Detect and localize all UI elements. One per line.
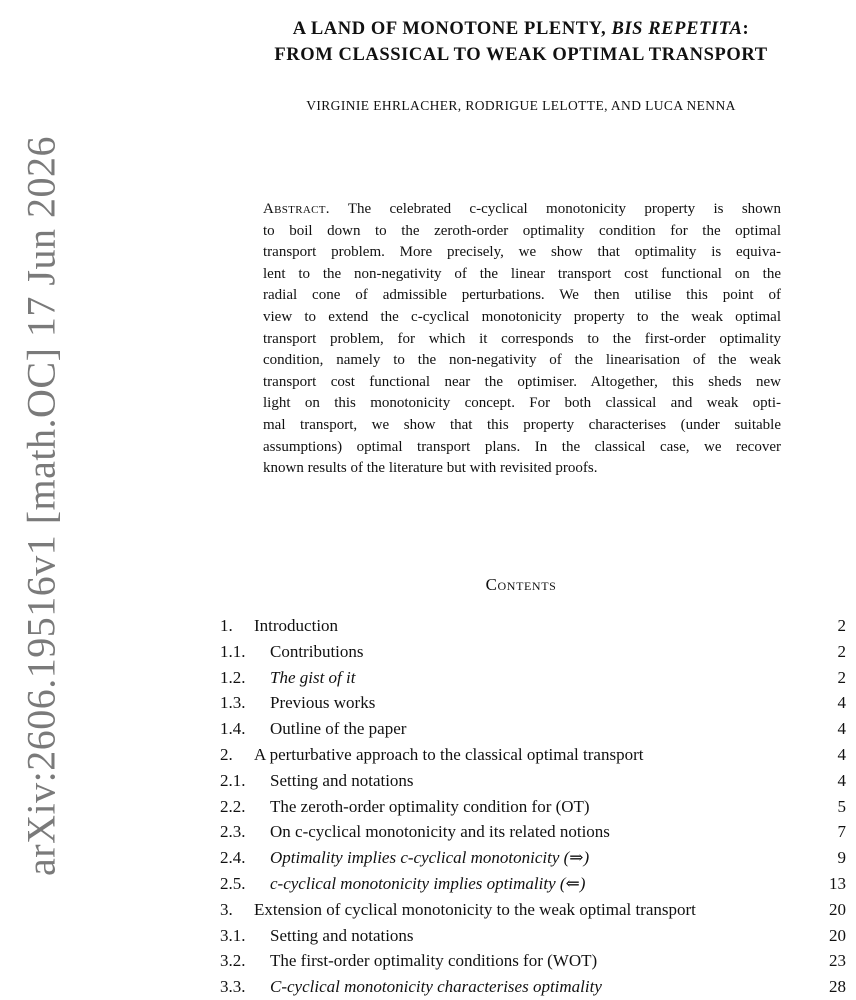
abstract-line: radial cone of admissible perturbations. We then utilise this point of — [263, 287, 781, 304]
abstract-line: assumptions) optimal transport plans. In the classical case, we recover — [263, 438, 781, 455]
abstract-line: mal transport, we show that this property characterises (under suitable — [263, 416, 781, 433]
toc-entry[interactable] — [220, 974, 846, 1000]
toc-entry[interactable] — [220, 613, 846, 639]
toc-entry[interactable] — [220, 897, 846, 923]
toc-entry-page: 4 — [837, 693, 846, 713]
toc-entry-page: 5 — [837, 796, 846, 816]
toc-entry[interactable] — [220, 665, 846, 691]
abstract-line: transport problem, for which it corresponds to the first-order optimality — [263, 330, 781, 347]
abstract-line: view to extend the c-cyclical monotonicity property to the weak optimal — [263, 308, 781, 325]
abstract-line: light on this monotonicity concept. For both classical and weak opti- — [263, 395, 781, 412]
toc-entry[interactable] — [220, 923, 846, 949]
toc-entry-number: 1.3. — [220, 693, 246, 713]
abstract-line: transport cost functional near the optimiser. Altogether, this sheds new — [263, 373, 781, 390]
toc-entry-title: A perturbative approach to the classical optimal transport — [254, 744, 644, 764]
abstract — [263, 199, 781, 480]
toc-entry-title: Optimality implies c-cyclical monotonicity (⇒) — [270, 848, 590, 868]
toc-entry[interactable] — [220, 794, 846, 820]
toc-entry-title: Extension of cyclical monotonicity to the weak optimal transport — [254, 899, 696, 919]
authors: VIRGINIE EHRLACHER, RODRIGUE LELOTTE, AND LUCA NENNA — [306, 98, 736, 113]
toc-entry-page: 2 — [837, 641, 846, 661]
toc-entry-page: 7 — [837, 822, 846, 842]
toc-entry-title: Introduction — [254, 616, 339, 635]
toc-entry[interactable] — [220, 690, 846, 716]
toc-entry-number: 1.4. — [220, 719, 246, 739]
toc-entry-title: C-cyclical monotonicity characterises optimality — [270, 977, 602, 997]
toc-entry-page: 13 — [829, 873, 846, 893]
toc-entry-title: The first-order optimality conditions for (WOT) — [270, 951, 598, 971]
paper-title — [205, 16, 837, 68]
toc-entry-number: 3.2. — [220, 951, 246, 971]
toc-entry[interactable] — [220, 819, 846, 845]
abstract-line: known results of the literature but with revisited proofs. — [263, 460, 598, 477]
contents-heading: Contents — [485, 575, 557, 594]
toc-entry-number: 3.1. — [220, 925, 246, 945]
toc-entry-page: 4 — [837, 744, 846, 764]
title-line-1 — [205, 16, 837, 42]
title-line-2: FROM CLASSICAL TO WEAK OPTIMAL TRANSPORT — [274, 45, 768, 65]
toc-entry-number: 2. — [220, 744, 233, 764]
toc-entry-page: 23 — [829, 951, 846, 971]
toc-entry-number: 2.4. — [220, 848, 246, 868]
abstract-label: Abstract. — [263, 201, 330, 217]
toc-entry-title: Setting and notations — [270, 770, 414, 790]
toc-entry-page: 4 — [837, 719, 846, 739]
arxiv-identifier: arXiv:2606.19516v1 [math.OC] 17 Jun 2026 — [18, 136, 64, 876]
toc-entry[interactable] — [220, 742, 846, 768]
toc-entry-number: 2.1. — [220, 770, 246, 790]
abstract-line: lent to the non-negativity of the linear transport cost functional on the — [263, 265, 781, 282]
toc-entry-number: 3.3. — [220, 977, 246, 997]
title-line-1-pre: A LAND OF MONOTONE PLENTY, — [292, 19, 612, 39]
abstract-line: to boil down to the zeroth-order optimality condition for the optimal — [263, 222, 781, 239]
toc-entry-title: Contributions — [270, 641, 364, 661]
toc-entry-title: The zeroth-order optimality condition for (OT) — [270, 796, 590, 816]
toc-entry-number: 2.5. — [220, 873, 246, 893]
toc-entry-page: 9 — [837, 848, 846, 868]
arxiv-stamp — [0, 0, 64, 1000]
toc-entry-page: 20 — [829, 925, 846, 945]
abstract-line-text: The celebrated c-cyclical monotonicity property is shown — [329, 201, 781, 217]
toc-entry-page: 2 — [837, 616, 846, 635]
toc-entry-title: c-cyclical monotonicity implies optimality (⇐) — [270, 873, 586, 893]
toc-entry[interactable] — [220, 639, 846, 665]
toc-entry[interactable] — [220, 716, 846, 742]
toc-entry[interactable] — [220, 768, 846, 794]
toc-entry-page: 20 — [829, 899, 846, 919]
toc-entry-page: 28 — [829, 977, 846, 997]
toc-entry-number: 1. — [220, 616, 233, 635]
toc-entry-number: 3. — [220, 899, 233, 919]
abstract-line — [263, 199, 781, 221]
toc-entry-number: 2.3. — [220, 822, 246, 842]
toc-entry-number: 1.2. — [220, 667, 246, 687]
table-of-contents — [220, 613, 846, 1000]
toc-entry[interactable] — [220, 871, 846, 897]
title-line-1-italic: BIS REPETITA — [611, 19, 743, 39]
title-line-1-post: : — [742, 19, 750, 39]
toc-entry-title: Setting and notations — [270, 925, 414, 945]
toc-entry-title: On c-cyclical monotonicity and its related notions — [270, 822, 610, 842]
toc-entry[interactable] — [220, 948, 846, 974]
toc-entry-number: 2.2. — [220, 796, 246, 816]
abstract-line: transport problem. More precisely, we show that optimality is equiva- — [263, 244, 781, 261]
toc-entry-number: 1.1. — [220, 641, 246, 661]
toc-entry-title: Previous works — [270, 693, 376, 713]
toc-entry-page: 4 — [837, 770, 846, 790]
toc-entry-page: 2 — [837, 667, 846, 687]
toc-entry-title: The gist of it — [270, 667, 356, 687]
toc-entry-title: Outline of the paper — [270, 719, 407, 739]
abstract-line: condition, namely to the non-negativity of the linearisation of the weak — [263, 352, 781, 369]
toc-entry[interactable] — [220, 845, 846, 871]
